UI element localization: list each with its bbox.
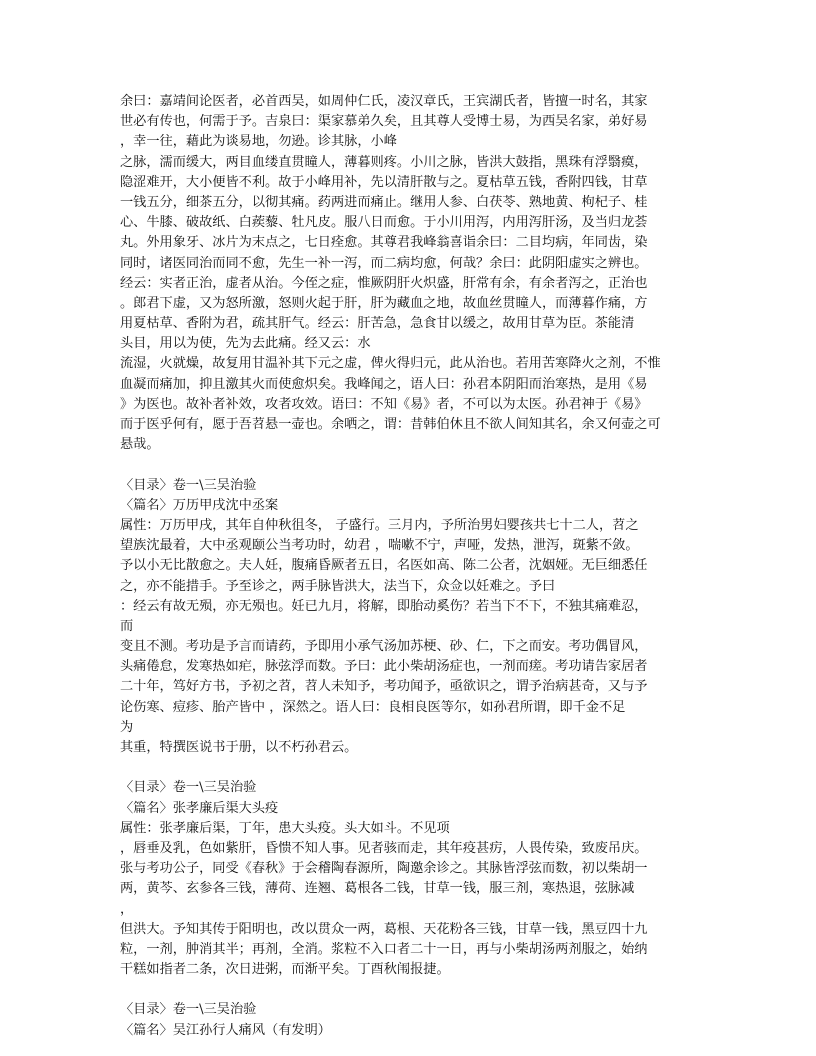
text-line: 而于医乎何有，愿于吾苕悬一壶也。余哂之，谓：昔韩伯休且不欲人间知其名，余又何壶之可 [120,417,661,432]
text-line: 变且不测。考功是予言而请药，予即用小承气汤加苏梗、砂、仁，下之而安。考功偶冒风， [120,639,648,655]
text-line: 干糕如指者二条，次日进粥，而渐平矣。丁酉秋闱报捷。 [120,962,450,978]
text-line: 同时，诸医同治而同不愈，先生一补一泻，而二病均愈，何哉？余曰：此阴阳虚实之辨也。 [120,255,648,271]
text-line: 张与考功公子，同受《春秋》于会稽陶春源所，陶邀余诊之。其脉皆浮弦而数，初以柴胡一 [120,861,648,877]
text-line: 经云：实者正治，虚者从治。今侄之症，惟厥阴肝火炽盛，肝常有余，有余者泻之，正治也 [120,275,648,291]
text-line: 而 [120,618,134,634]
text-line: 粒，一剂，肿消其半；再剂，全消。浆粒不入口者二十一日，再与小柴胡汤两剂服之，始纳 [120,941,648,957]
text-line: ，幸一往，藉此为谈易地，勿逊。诊其脉，小峰 [120,134,397,150]
text-line: 属性：张孝廉后渠，丁年，患大头疫。头大如斗。不见项 [120,820,450,836]
text-line: 之脉，濡而缓大，两目血缕直贯瞳人，薄暮则疼。小川之脉，皆洪大鼓指，黑珠有浮翳瘼， [120,154,648,170]
text-line: 头目，用以为使，先为去此痛。经又云：水 [120,336,371,352]
text-line: 隐涩难开，大小便皆不利。故于小峰用补，先以清肝散与之。夏枯草五钱，香附四钱，甘草 [120,174,648,190]
text-line: 〈篇名〉万历甲戌沈中丞案 [120,497,279,513]
text-line: 〈目录〉卷一\三吴治验 [120,780,257,796]
text-line: 用夏枯草、香附为君，疏其肝气。经云：肝苦急，急食甘以缓之，故用甘草为臣。茶能清 [120,316,635,332]
text-line: 予以小无比散愈之。夫人妊，腹痛昏厥者五日，名医如高、陈二公者，沈姻娅。无巨细悉任 [120,558,648,574]
text-line: 望族沈最着，大中丞观颐公当考功时，幼君 ，喘嗽不宁，声哑，发热，泄泻，斑紫不敛。 [120,538,639,554]
text-line: 二十年，笃好方书，予初之苕，苕人未知予，考功闻予，亟欲识之，谓予治病甚奇，又与予 [120,679,648,695]
blank-line [120,758,700,778]
text-line: ，唇垂及乳，色如紫肝，昏愦不知人事。见者骇而走，其年疫甚疠，人畏传染，致废吊庆。 [120,840,648,856]
text-line: 世必有传也，何需于予。吉泉曰：渠家慕弟久矣，且其尊人受博士易，为西吴名家，弟好易 [120,114,648,130]
text-line: 一钱五分，细茶五分，以彻其痛。药两进而痛止。继用人参、白茯苓、熟地黄、枸杞子、桂 [120,194,648,210]
text-line: 〈目录〉卷一\三吴治验 [120,477,257,493]
text-line: ， [120,901,134,917]
text-line: 两，黄芩、玄参各三钱，薄荷、连翘、葛根各二钱，甘草一钱，服三剂，寒热退，弦脉减 [120,881,635,897]
text-line: 但洪大。予知其传于阳明也，改以贯众一两，葛根、天花粉各三钱，甘草一钱，黑豆四十九 [120,921,648,937]
text-line: ：经云有故无殒，亦无殒也。妊已九月，将解，即胎动奚伤？若当下不下，不独其痛难忍， [120,598,648,614]
text-line: 头痛倦怠，发寒热如疟，脉弦浮而数。予曰：此小柴胡汤症也，一剂而瘥。考功请告家居者 [120,659,648,675]
text-line: 。郎君下虚，又为怒所激，怒则火起于肝，肝为藏血之地，故血丝贯瞳人，而薄暮作痛，方 [120,295,648,311]
blank-line [120,455,700,475]
text-line: 属性：万历甲戌，其年自仲秋徂冬， 子盛行。三月内，予所治男妇婴孩共七十二人，苕之 [120,517,639,533]
text-line: 之，亦不能措手。予至诊之，两手脉皆洪大，法当下，众佥以妊难之。予曰 [120,578,556,594]
text-line: 》为医也。故补者补效，攻者攻效。语曰：不知《易》者，不可以为太医。孙君神于《易》 [120,396,648,412]
text-line: 〈篇名〉吴江孙行人痛风（有发明） [120,1022,331,1038]
text-line: 〈篇名〉张孝廉后渠大头疫 [120,800,279,816]
document-text [120,92,700,1041]
blank-line [120,980,700,1000]
text-line: 为 [120,719,134,735]
text-line: 〈目录〉卷一\三吴治验 [120,1002,257,1018]
text-line: 论伤寒、痘疹、胎产皆中 ，深然之。语人曰：良相良医等尔，如孙君所谓，即千金不足 [120,699,626,715]
text-line: 余曰：嘉靖间论医者，必首西吴，如周仲仁氏，凌汉章氏，王宾湖氏者，皆擅一时名，其家 [120,94,648,109]
text-line: 悬哉。 [120,437,160,453]
text-line: 血凝而痛加，抑且激其火而使愈炽矣。我峰闻之，语人曰：孙君本阴阳而治寒热，是用《易 [120,376,648,392]
text-line: 流湿，火就燥，故复用甘温补其下元之虚，俾火得归元，此从治也。若用苦寒降火之剂，不惟 [120,356,661,372]
text-line: 丸。外用象牙、冰片为末点之，七日痊愈。其尊君我峰翁喜诣余曰：二目均病，年同齿，染 [120,235,648,251]
text-line: 其重，特撰医说书于册，以不朽孙君云。 [120,740,358,755]
text-line: 心、牛膝、破故纸、白蒺藜、牡凡皮。服八日而愈。于小川用泻，内用泻肝汤，及当归龙荟 [120,215,648,231]
